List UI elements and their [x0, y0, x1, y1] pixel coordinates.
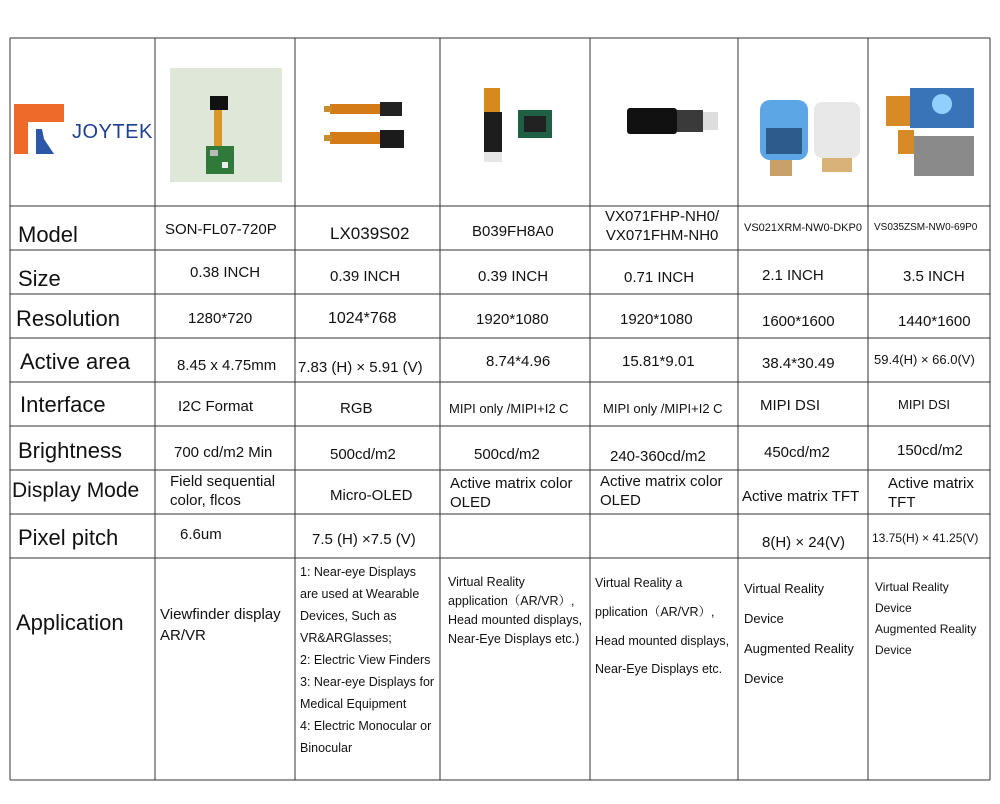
size-cell: 0.39 INCH — [478, 268, 549, 285]
display-mode-cell: Active matrix TFT — [888, 475, 974, 511]
row-label-model: Model — [18, 222, 78, 247]
application-cell: Virtual Reality application（AR/VR）, Head mounted displays, Near-Eye Displays etc.) — [448, 575, 583, 646]
display-mode-cell: Active matrix color OLED — [450, 475, 573, 511]
pixel-pitch-cell: 6.6um — [180, 526, 222, 543]
resolution-cell: 1024*768 — [328, 310, 397, 327]
active-area-cell: 59.4(H) × 66.0(V) — [874, 352, 975, 367]
row-label-pixel-pitch: Pixel pitch — [18, 525, 119, 550]
model-cell: VS021XRM-NW0-DKP0 — [744, 222, 862, 234]
size-cell: 0.39 INCH — [330, 268, 401, 285]
row-label-brightness: Brightness — [18, 438, 122, 463]
brightness-cell: 500cd/m2 — [330, 446, 396, 463]
application-cell: Virtual Reality Device Augmented Reality Device — [875, 580, 977, 657]
product-image-vs035zsm — [882, 86, 978, 178]
joytek-logo-icon — [14, 104, 64, 154]
resolution-cell: 1280*720 — [188, 310, 253, 327]
product-image-vs021xrm — [758, 98, 864, 178]
brightness-cell: 700 cd/m2 Min — [174, 444, 273, 461]
interface-cell: I2C Format — [178, 398, 254, 415]
product-image-son-fl07 — [170, 68, 282, 182]
size-cell: 0.71 INCH — [624, 269, 695, 286]
product-image-lx039s02 — [322, 100, 412, 160]
model-cell: B039FH8A0 — [472, 223, 554, 240]
active-area-cell: 15.81*9.01 — [622, 353, 695, 370]
row-label-active-area: Active area — [20, 349, 131, 374]
active-area-cell: 7.83 (H) × 5.91 (V) — [298, 359, 423, 376]
row-label-interface: Interface — [20, 392, 106, 417]
resolution-cell: 1600*1600 — [762, 313, 835, 330]
product-image-b039fh8a0 — [480, 86, 560, 166]
brand-name: JOYTEK — [72, 121, 153, 143]
application-cell: Virtual Reality Device Augmented Reality Device — [744, 581, 854, 687]
display-mode-cell: Field sequential color, flcos — [170, 473, 276, 509]
interface-cell: MIPI only /MIPI+I2 C — [603, 401, 723, 416]
application-cell: Virtual Reality a pplication（AR/VR）, Head mounted displays, Near-Eye Displays etc. — [595, 576, 730, 677]
active-area-cell: 8.45 x 4.75mm — [177, 357, 277, 374]
size-cell: 0.38 INCH — [190, 264, 261, 281]
row-label-resolution: Resolution — [16, 306, 120, 331]
resolution-cell: 1920*1080 — [476, 311, 549, 328]
size-cell: 3.5 INCH — [903, 268, 965, 285]
brightness-cell: 240-360cd/m2 — [610, 448, 706, 465]
row-label-application: Application — [16, 610, 124, 635]
model-cell: SON-FL07-720P — [165, 221, 277, 238]
model-cell: LX039S02 — [330, 224, 410, 243]
application-cell: Viewfinder display AR/VR — [160, 606, 281, 644]
interface-cell: MIPI DSI — [898, 397, 951, 412]
application-cell: 1: Near-eye Displays are used at Wearable Devices, Such as VR&ARGlasses; 2: Electric View Finders 3: Near-eye Displays for Medical Equipment 4: Electric Monocular or Binocular — [300, 565, 435, 755]
interface-cell: RGB — [340, 400, 373, 417]
interface-cell: MIPI DSI — [760, 397, 821, 414]
pixel-pitch-cell: 8(H) × 24(V) — [762, 534, 845, 551]
display-mode-cell: Active matrix TFT — [742, 488, 860, 505]
size-cell: 2.1 INCH — [762, 267, 824, 284]
brightness-cell: 150cd/m2 — [897, 442, 963, 459]
interface-cell: MIPI only /MIPI+I2 C — [449, 401, 569, 416]
resolution-cell: 1440*1600 — [898, 313, 971, 330]
resolution-cell: 1920*1080 — [620, 311, 693, 328]
pixel-pitch-cell: 13.75(H) × 41.25(V) — [872, 531, 979, 545]
brightness-cell: 500cd/m2 — [474, 446, 540, 463]
active-area-cell: 38.4*30.49 — [762, 355, 835, 372]
brightness-cell: 450cd/m2 — [764, 444, 830, 461]
active-area-cell: 8.74*4.96 — [486, 353, 551, 370]
display-mode-cell: Active matrix color OLED — [600, 473, 723, 509]
row-label-display-mode: Display Mode — [12, 479, 140, 502]
brand-logo — [14, 104, 154, 156]
display-mode-cell: Micro-OLED — [330, 487, 413, 504]
row-label-size: Size — [18, 266, 61, 291]
model-cell: VS035ZSM-NW0-69P0 — [874, 222, 978, 233]
pixel-pitch-cell: 7.5 (H) ×7.5 (V) — [312, 531, 416, 548]
product-image-vx071fhp — [625, 104, 720, 138]
model-cell: VX071FHP-NH0/ VX071FHM-NH0 — [605, 208, 720, 244]
